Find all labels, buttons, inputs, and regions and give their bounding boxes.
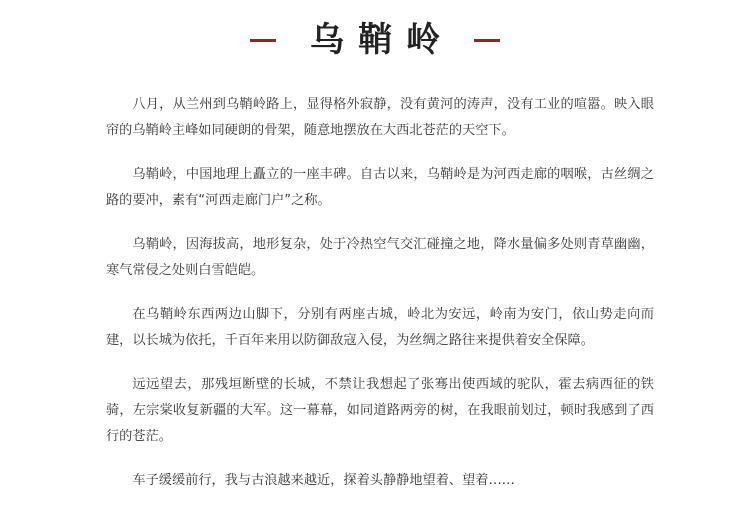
title-left-dash xyxy=(250,39,276,42)
title-right-dash xyxy=(474,39,500,42)
paragraph-2: 乌鞘岭，中国地理上矗立的一座丰碑。自古以来，乌鞘岭是为河西走廊的咽喉，古丝绸之路的要冲，素有“河西走廊门户”之称。 xyxy=(106,167,654,208)
paragraph-5: 远远望去，那残垣断壁的长城，不禁让我想起了张骞出使西域的驼队，霍去病西征的铁骑，左宗棠收复新疆的大军。这一幕幕，如同道路两旁的树，在我眼前划过，顿时我感到了西行的苍茫。 xyxy=(106,377,654,444)
article-body xyxy=(106,92,654,512)
paragraph-6: 车子缓缓前行，我与古浪越来越近，探着头静静地望着、望着…… xyxy=(132,473,515,488)
paragraph-3: 乌鞘岭，因海拔高，地形复杂，处于冷热空气交汇碰撞之地，降水量偏多处则青草幽幽，寒气常侵之处则白雪皑皑。 xyxy=(106,237,654,278)
paragraph-1: 八月，从兰州到乌鞘岭路上，显得格外寂静，没有黄河的涛声，没有工业的喧嚣。映入眼帘的乌鞘岭主峰如同硬朗的骨架，随意地摆放在大西北苍茫的天空下。 xyxy=(106,97,654,138)
page-title: 乌鞘岭 xyxy=(310,20,454,60)
paragraph-4: 在乌鞘岭东西两边山脚下，分别有两座古城，岭北为安远，岭南为安门，依山势走向而建，以长城为依托，千百年来用以防御敌寇入侵，为丝绸之路往来提供着安全保障。 xyxy=(106,307,654,348)
title-row xyxy=(0,14,750,66)
